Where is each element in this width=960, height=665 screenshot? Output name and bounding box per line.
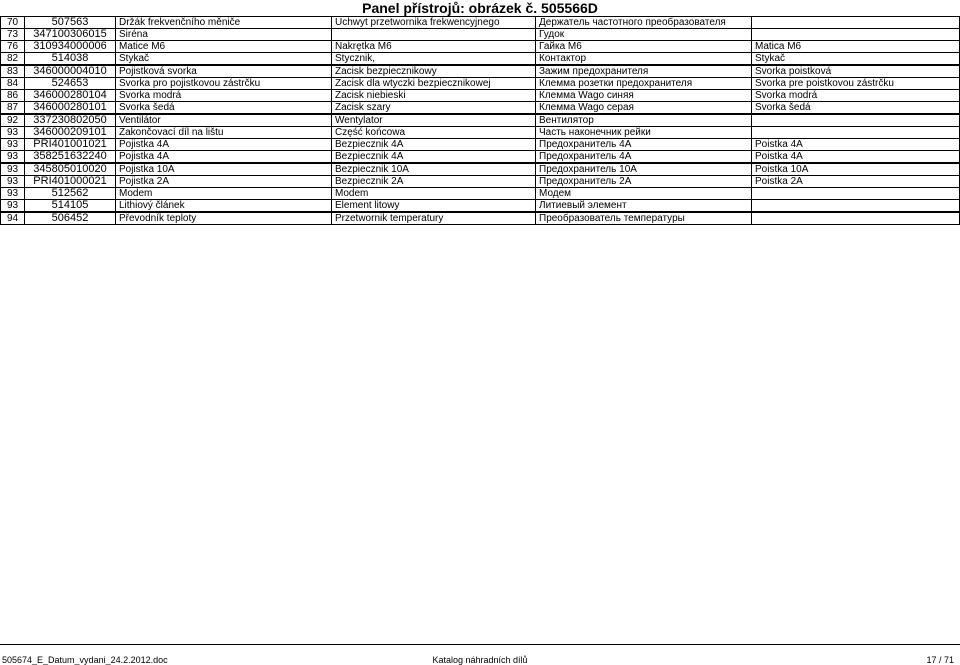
table-row	[1, 17, 960, 29]
cell-name-polish: Bezpiecznik 4A	[332, 139, 536, 151]
cell-name-czech: Pojistka 2A	[116, 176, 332, 188]
cell-name-polish: Wentylator	[332, 114, 536, 127]
cell-name-czech: Pojistka 4A	[116, 139, 332, 151]
cell-position: 73	[1, 29, 25, 41]
cell-name-russian: Клемма розетки предохранителя	[536, 78, 752, 90]
cell-name-polish: Zacisk dla wtyczki bezpiecznikowej	[332, 78, 536, 90]
cell-name-russian: Преобразователь температуры	[536, 212, 752, 225]
cell-name-czech: Pojistka 4A	[116, 151, 332, 164]
cell-name-slovak: Svorka pre poistkovou zástrčku	[752, 78, 960, 90]
cell-name-polish: Bezpiecznik 4A	[332, 151, 536, 164]
cell-name-russian: Предохранитель 4A	[536, 139, 752, 151]
table-row	[1, 188, 960, 200]
cell-name-czech: Svorka šedá	[116, 102, 332, 115]
cell-position: 93	[1, 139, 25, 151]
cell-name-slovak	[752, 212, 960, 225]
cell-name-polish	[332, 29, 536, 41]
table-row	[1, 212, 960, 225]
cell-part-number: 507563	[25, 17, 116, 29]
table-row	[1, 163, 960, 176]
cell-name-slovak: Svorka modrá	[752, 90, 960, 102]
cell-name-russian: Контактор	[536, 53, 752, 66]
cell-part-number: 506452	[25, 212, 116, 225]
cell-part-number: 346000004010	[25, 65, 116, 78]
parts-table	[0, 16, 960, 225]
cell-name-polish: Nakrętka M6	[332, 41, 536, 53]
cell-name-slovak: Svorka šedá	[752, 102, 960, 115]
cell-name-polish: Modem	[332, 188, 536, 200]
cell-name-polish: Zacisk szary	[332, 102, 536, 115]
page-title: Panel přístrojů: obrázek č. 505566D	[362, 0, 598, 16]
parts-table-body	[1, 17, 960, 225]
cell-name-russian: Вентилятор	[536, 114, 752, 127]
cell-name-czech: Modem	[116, 188, 332, 200]
cell-name-russian: Предохранитель 10A	[536, 163, 752, 176]
cell-name-czech: Zakončovací díl na lištu	[116, 127, 332, 139]
cell-position: 70	[1, 17, 25, 29]
cell-position: 76	[1, 41, 25, 53]
cell-position: 93	[1, 188, 25, 200]
cell-name-slovak: Poistka 4A	[752, 139, 960, 151]
cell-name-russian: Предохранитель 2A	[536, 176, 752, 188]
cell-part-number: 346000280104	[25, 90, 116, 102]
cell-name-czech: Stykač	[116, 53, 332, 66]
page-footer	[0, 644, 960, 665]
table-row	[1, 29, 960, 41]
cell-position: 93	[1, 163, 25, 176]
cell-part-number: 310934000006	[25, 41, 116, 53]
cell-name-polish: Bezpiecznik 2A	[332, 176, 536, 188]
cell-position: 94	[1, 212, 25, 225]
cell-name-slovak	[752, 127, 960, 139]
cell-name-czech: Pojistka 10A	[116, 163, 332, 176]
footer-page-number: 17 / 71	[926, 655, 954, 665]
table-row	[1, 65, 960, 78]
cell-name-polish: Zacisk bezpiecznikowy	[332, 65, 536, 78]
table-row	[1, 78, 960, 90]
footer-catalog-title: Katalog náhradních dílů	[432, 655, 528, 665]
cell-name-polish: Uchwyt przetwornika frekwencyjnego	[332, 17, 536, 29]
cell-name-russian: Предохранитель 4A	[536, 151, 752, 164]
cell-part-number: 514038	[25, 53, 116, 66]
cell-part-number: 512562	[25, 188, 116, 200]
cell-name-czech: Svorka pro pojistkovou zástrčku	[116, 78, 332, 90]
table-row	[1, 90, 960, 102]
cell-name-polish: Stycznik,	[332, 53, 536, 66]
cell-name-polish: Element litowy	[332, 200, 536, 213]
cell-name-slovak: Svorka poistková	[752, 65, 960, 78]
cell-part-number: 514105	[25, 200, 116, 213]
cell-part-number: 358251632240	[25, 151, 116, 164]
table-row	[1, 114, 960, 127]
cell-name-slovak: Poistka 10A	[752, 163, 960, 176]
cell-part-number: 346000209101	[25, 127, 116, 139]
table-row	[1, 176, 960, 188]
cell-part-number: PRI401000021	[25, 176, 116, 188]
cell-part-number: 347100306015	[25, 29, 116, 41]
table-row	[1, 151, 960, 164]
cell-position: 93	[1, 127, 25, 139]
cell-name-polish: Zacisk niebieski	[332, 90, 536, 102]
cell-position: 84	[1, 78, 25, 90]
cell-part-number: 346000280101	[25, 102, 116, 115]
cell-name-russian: Зажим предохранителя	[536, 65, 752, 78]
cell-name-slovak	[752, 114, 960, 127]
cell-name-slovak	[752, 17, 960, 29]
cell-name-russian: Часть наконечник рейки	[536, 127, 752, 139]
cell-name-czech: Ventilátor	[116, 114, 332, 127]
cell-name-czech: Lithiový článek	[116, 200, 332, 213]
cell-position: 93	[1, 200, 25, 213]
cell-name-czech: Držák frekvenčního měniče	[116, 17, 332, 29]
cell-name-russian: Клемма Wago серая	[536, 102, 752, 115]
cell-name-russian: Литиевый элемент	[536, 200, 752, 213]
cell-name-czech: Siréna	[116, 29, 332, 41]
table-row	[1, 139, 960, 151]
cell-position: 92	[1, 114, 25, 127]
table-row	[1, 53, 960, 66]
cell-part-number: 345805010020	[25, 163, 116, 176]
cell-part-number: PRI401001021	[25, 139, 116, 151]
cell-name-czech: Převodník teploty	[116, 212, 332, 225]
cell-name-russian: Гудок	[536, 29, 752, 41]
cell-name-polish: Przetwornik temperatury	[332, 212, 536, 225]
cell-name-russian: Клемма Wago синяя	[536, 90, 752, 102]
cell-name-slovak: Poistka 2A	[752, 176, 960, 188]
cell-name-russian: Гайка M6	[536, 41, 752, 53]
footer-filename: 505674_E_Datum_vydani_24.2.2012.doc	[2, 655, 168, 665]
cell-position: 82	[1, 53, 25, 66]
cell-position: 86	[1, 90, 25, 102]
cell-position: 83	[1, 65, 25, 78]
cell-position: 93	[1, 151, 25, 164]
cell-part-number: 337230802050	[25, 114, 116, 127]
cell-name-polish: Bezpiecznik 10A	[332, 163, 536, 176]
cell-name-slovak: Stykač	[752, 53, 960, 66]
cell-name-russian: Держатель частотного преобразователя	[536, 17, 752, 29]
cell-name-slovak: Poistka 4A	[752, 151, 960, 164]
cell-name-slovak	[752, 200, 960, 213]
table-row	[1, 102, 960, 115]
table-row	[1, 41, 960, 53]
cell-name-slovak	[752, 29, 960, 41]
cell-position: 93	[1, 176, 25, 188]
cell-name-russian: Модем	[536, 188, 752, 200]
table-row	[1, 127, 960, 139]
cell-name-czech: Matice M6	[116, 41, 332, 53]
cell-position: 87	[1, 102, 25, 115]
cell-part-number: 524653	[25, 78, 116, 90]
cell-name-czech: Svorka modrá	[116, 90, 332, 102]
cell-name-czech: Pojistková svorka	[116, 65, 332, 78]
cell-name-slovak: Matica M6	[752, 41, 960, 53]
cell-name-polish: Część końcowa	[332, 127, 536, 139]
table-row	[1, 200, 960, 213]
cell-name-slovak	[752, 188, 960, 200]
